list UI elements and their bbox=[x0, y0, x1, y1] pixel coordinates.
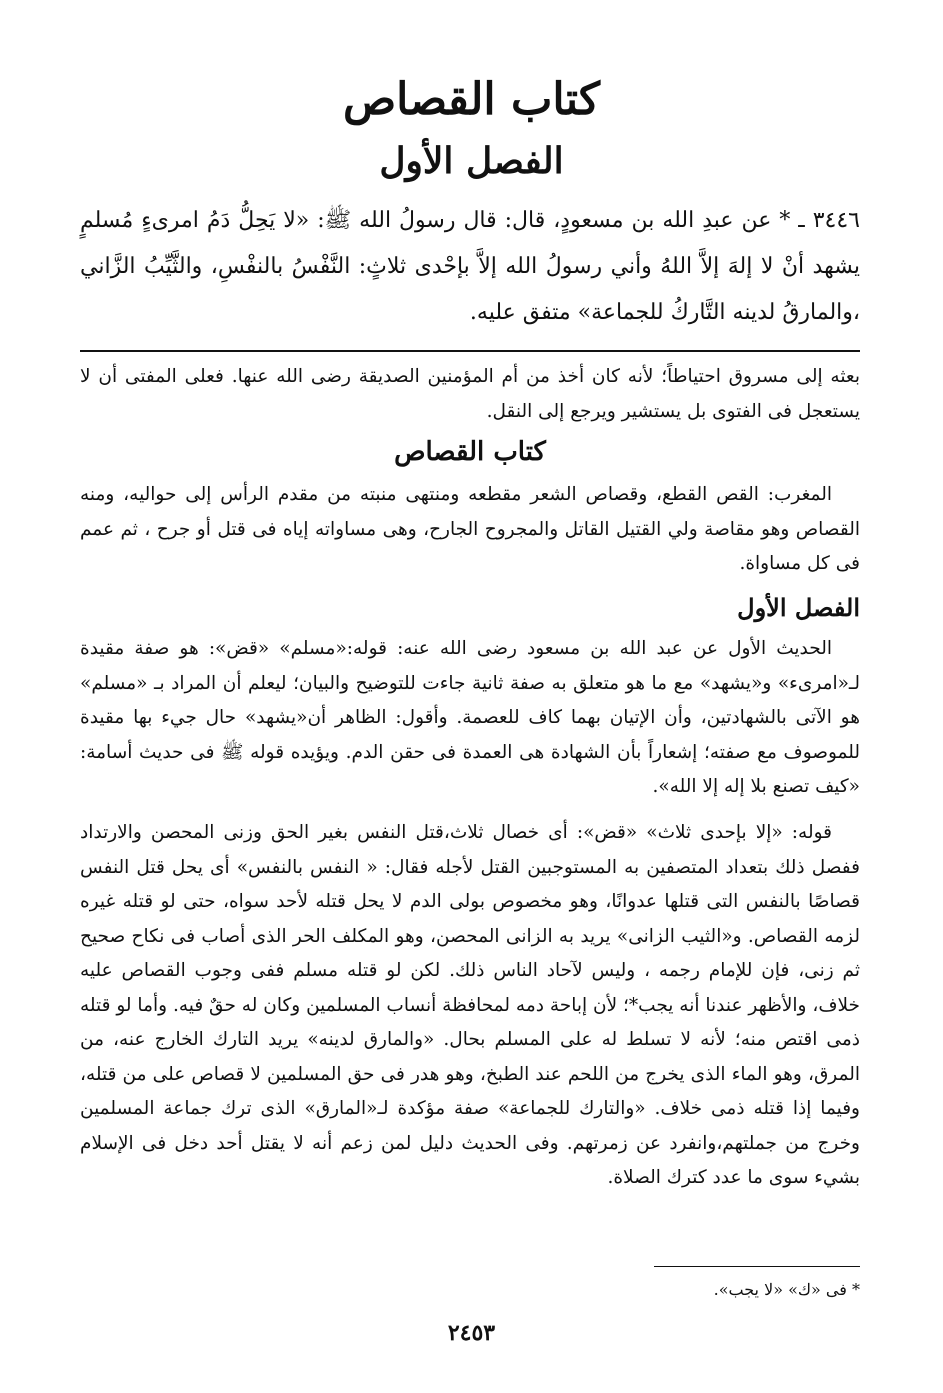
page-number: ٢٤٥٣ bbox=[447, 1320, 496, 1346]
book-title: كتاب القصاص bbox=[342, 74, 601, 125]
footnote-divider bbox=[654, 1266, 860, 1267]
hadith-text: ٣٤٤٦ ـ * عن عبدِ الله بن مسعودٍ، قال: قال رسولُ الله ﷺ: «لا يَحِلُّ دَمُ امرىءٍ مُسلمٍ يشهد أنْ لا إلهَ إلاَّ اللهُ وأني رسولُ الله إلاَّ بإحْدى ثلاثٍ: النَّفْسُ بالنفْسِ، والثَّيِّبُ الزَّاني ،والمارقُ لدينه التَّاركُ للجماعة» متفق عليه. bbox=[80, 208, 860, 325]
commentary-definition: المغرب: القص القطع، وقصاص الشعر مقطعه ومنتهى منبته من مقدم الرأس إلى حواليه، ومنه القصاص وهو مقاصة ولي القتيل القاتل والمجروح الجارح، وهى مساواته إياه فى قتل أو جرح ، ثم عمم فى كل مساواة. bbox=[80, 484, 860, 574]
section-divider bbox=[80, 350, 860, 352]
chapter-title: الفصل الأول bbox=[379, 140, 564, 182]
commentary-paragraph-1: الحديث الأول عن عبد الله بن مسعود رضى الله عنه: قوله:«مسلم» «قض»: هو صفة مقيدة لـ«امرىء» و«يشهد» مع ما هو متعلق به صفة ثانية جاءت للتوضيح والبيان؛ ليعلم أن المراد بـ «مسلم» هو الآتى بالشهادتين، وأن الإتيان بهما كاف للعصمة. وأقول: الظاهر أن«يشهد» حال جيء بها مقيدة للموصوف مع صفته؛ إشعاراً بأن الشهادة هى العمدة فى حقن الدم. ويؤيده قوله ﷺ فى حديث أسامة: «كيف تصنع بلا إله إلا الله». bbox=[80, 638, 860, 797]
commentary-book-heading: كتاب القصاص bbox=[394, 437, 546, 467]
commentary-chapter-heading: الفصل الأول bbox=[737, 593, 860, 622]
footnote: * فى «ك» «لا يجب». bbox=[713, 1280, 860, 1299]
commentary-paragraph-2: قوله: «إلا بإحدى ثلاث» «قض»: أى خصال ثلاث،قتل النفس بغير الحق وزنى المحصن والارتداد ففصل ذلك بتعداد المتصفين به المستوجبين القتل لأجله فقال: « النفس بالنفس» أى يحل قتل النفس قصاصًا بالنفس التى قتلها عدوانًا، وهو مخصوص بولى الدم لا يحل قتله لأحد سواه، حتى لو قتله غيره لزمه القصاص. و«الثيب الزانى» يريد به الزانى المحصن، وهو المكلف الحر الذى أصاب فى نكاح صحيح ثم زنى، فإن للإمام رجمه ، وليس لآحاد الناس ذلك. لكن لو قتله مسلم ففى وجوب القصاص عليه خلاف، والأظهر عندنا أنه يجب*؛ لأن إباحة دمه لمحافظة أنساب المسلمين وكان له حقٌ فيه. وأما لو قتله ذمى اقتص منه؛ لأنه لا تسلط له على المسلم بحال. «والمارق لدينه» يريد التارك الخارج عنه، من المرق، وهو الماء الذى يخرج من اللحم عند الطبخ، وهو هدر فى حق المسلمين لا قصاص على من قتله، وفيما إذا قتله ذمى خلاف. «والتارك للجماعة» صفة مؤكدة لـ«المارق» الذى ترك جماعة المسلمين وخرج من جملتهم،وانفرد عن زمرتهم. وفى الحديث دليل لمن زعم أنه لا يقتل أحد دخل فى الإسلام بشيء سوى ما عدد كترك الصلاة. bbox=[80, 822, 860, 1188]
commentary-intro: بعثه إلى مسروق احتياطاً؛ لأنه كان أخذ من أم المؤمنين الصديقة رضى الله عنها. فعلى المفتى أن لا يستعجل فى الفتوى بل يستشير ويرجع إلى النقل. bbox=[80, 366, 860, 422]
